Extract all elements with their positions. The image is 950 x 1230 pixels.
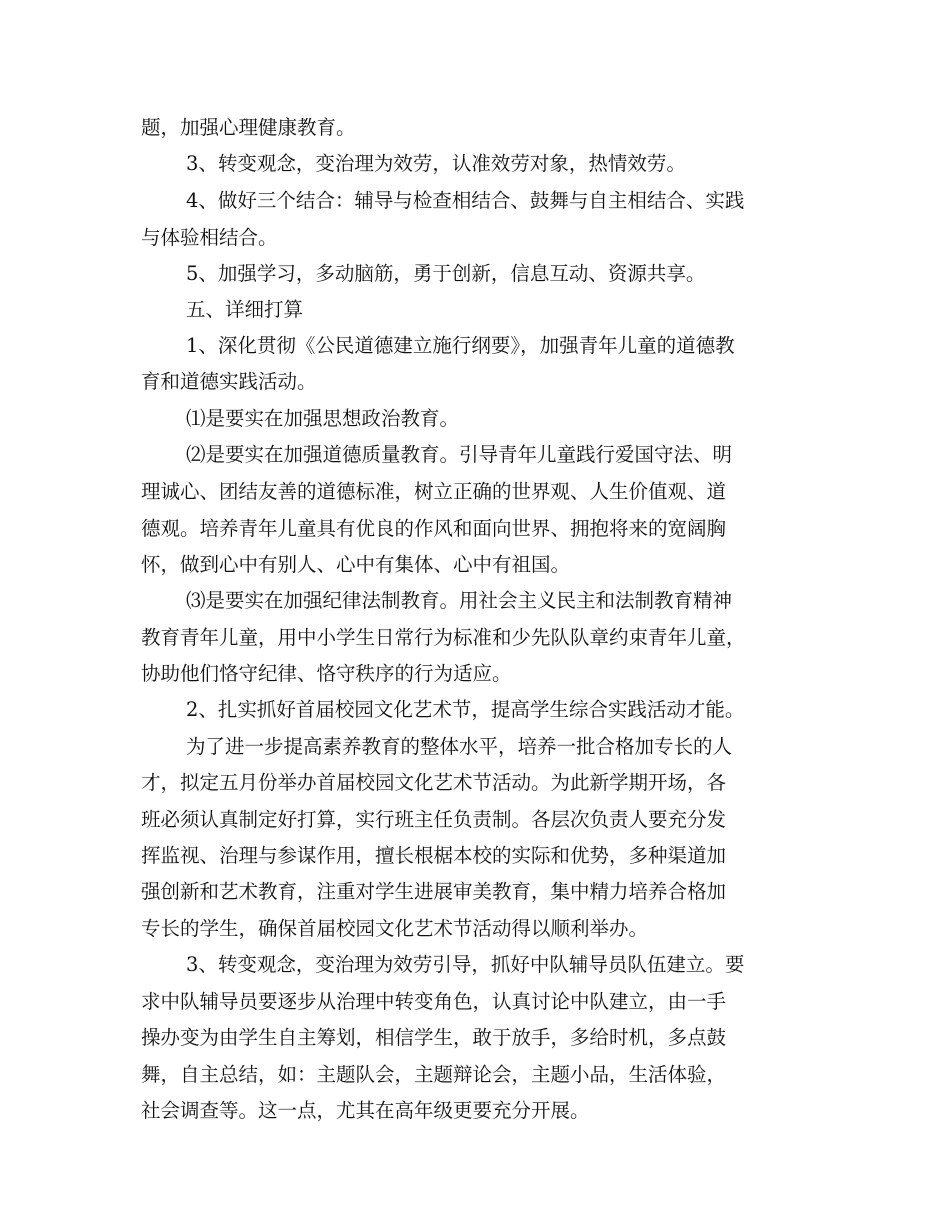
text-line: ⑵是要实在加强道德质量教育。引导青年儿童践行爱国守法、明 xyxy=(186,443,733,466)
text-line: 怀，做到心中有别人、心中有集体、心中有祖国。 xyxy=(141,553,571,576)
text-line: 1、深化贯彻《公民道德建立施行纲要》，加强青年儿童的道德教 xyxy=(186,334,735,357)
text-line: 舞，自主总结，如：主题队会，主题辩论会，主题小品，生活体验， xyxy=(141,1063,727,1086)
text-line: 2、扎实抓好首届校园文化艺术节，提高学生综合实践活动才能。 xyxy=(186,698,745,721)
text-line: 与体验相结合。 xyxy=(141,226,278,249)
text-line: 求中队辅导员要逐步从治理中转变角色，认真讨论中队建立，由一手 xyxy=(141,990,727,1013)
text-line: 专长的学生，确保首届校园文化艺术节活动得以顺利举办。 xyxy=(141,917,649,940)
text-line: 为了进一步提高素养教育的整体水平，培养一批合格加专长的人 xyxy=(186,735,733,758)
section-heading: 五、详细打算 xyxy=(186,298,304,321)
text-line: 协助他们恪守纪律、恪守秩序的行为适应。 xyxy=(141,662,512,685)
text-line: ⑶是要实在加强纪律法制教育。用社会主义民主和法制教育精神 xyxy=(186,589,733,612)
text-line: 教育青年儿童，用中小学生日常行为标准和少先队队章约束青年儿童， xyxy=(141,626,746,649)
text-line: 题，加强心理健康教育。 xyxy=(141,116,356,139)
text-line: 4、做好三个结合：辅导与检查相结合、鼓舞与自主相结合、实践 xyxy=(186,189,745,212)
text-line: 挥监视、治理与参谋作用，擅长根椐本校的实际和优势，多种渠道加 xyxy=(141,844,727,867)
text-line: ⑴是要实在加强思想政治教育。 xyxy=(186,407,460,430)
text-line: 5、加强学习，多动脑筋，勇于创新，信息互动、资源共享。 xyxy=(186,262,706,285)
text-line: 班必须认真制定好打算，实行班主任负责制。各层次负责人要充分发 xyxy=(141,808,727,831)
text-line: 德观。培养青年儿童具有优良的作风和面向世界、拥抱将来的宽阔胸 xyxy=(141,517,727,540)
text-line: 育和道德实践活动。 xyxy=(141,370,317,393)
text-line: 才，拟定五月份举办首届校园文化艺术节活动。为此新学期开场，各 xyxy=(141,771,727,794)
text-line: 3、转变观念，变治理为效劳，认准效劳对象，热情效劳。 xyxy=(186,152,686,175)
text-line: 社会调查等。这一点，尤其在高年级更要充分开展。 xyxy=(141,1099,590,1122)
text-line: 操办变为由学生自主筹划，相信学生，敢于放手，多给时机，多点鼓 xyxy=(141,1026,727,1049)
text-line: 3、转变观念，变治理为效劳引导，抓好中队辅导员队伍建立。要 xyxy=(186,953,745,976)
text-line: 理诚心、团结友善的道德标准，树立正确的世界观、人生价值观、道 xyxy=(141,480,727,503)
text-line: 强创新和艺术教育，注重对学生进展审美教育，集中精力培养合格加 xyxy=(141,880,727,903)
